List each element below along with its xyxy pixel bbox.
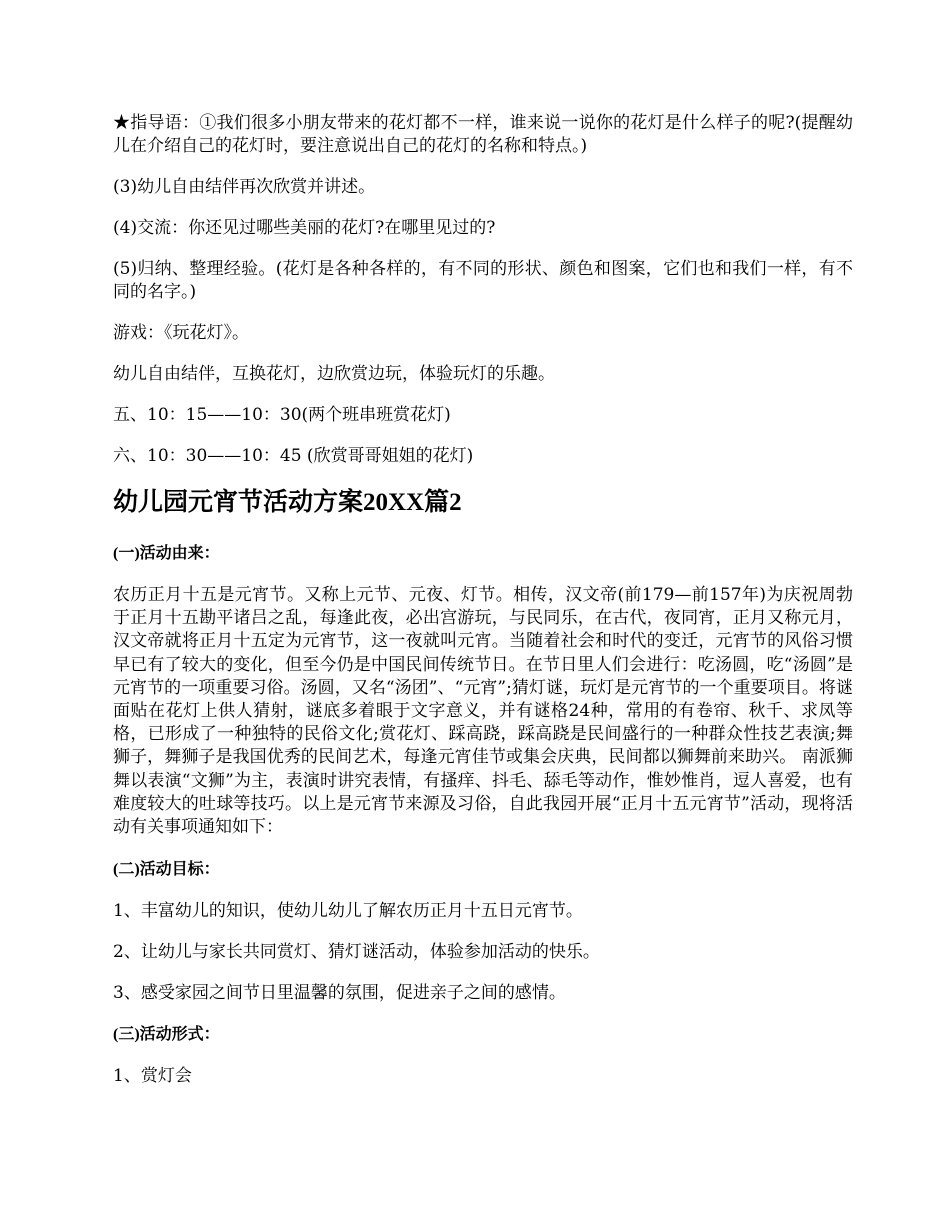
goals-heading: (二)活动目标： [113,861,220,879]
game-description-paragraph: 幼儿自由结伴，互换花灯，边欣赏边玩，体验玩灯的乐趣。 [113,364,555,384]
game-title-paragraph: 游戏：《玩花灯》。 [113,323,249,343]
forms-heading: (三)活动形式： [113,1026,220,1044]
document-page [113,112,853,1106]
goal-item: 1、丰富幼儿的知识，使幼儿幼儿了解农历正月十五日元宵节。 [113,901,583,922]
goal-item: 2、让幼儿与家长共同赏灯、猜灯谜活动，体验参加活动的快乐。 [113,942,600,963]
goal-item: 3、感受家园之间节日里温馨的氛围，促进亲子之间的感情。 [113,983,566,1004]
schedule-five-paragraph: 五、10：15——10：30(两个班串班赏花灯) [113,405,451,425]
step-5-paragraph: (5)归纳、整理经验。(花灯是各种各样的，有不同的形状、颜色和图案，它们也和我们一样，有不同的名字。) [113,259,853,302]
step-4-paragraph: (4)交流：你还见过哪些美丽的花灯?在哪里见过的? [113,218,496,238]
schedule-six-paragraph: 六、10：30——10：45 (欣赏哥哥姐姐的花灯) [113,446,474,466]
step-3-paragraph: (3)幼儿自由结伴再次欣赏并讲述。 [113,177,376,197]
guidance-paragraph: ★指导语：①我们很多小朋友带来的花灯都不一样，谁来说一说你的花灯是什么样子的呢?(提醒幼儿在介绍自己的花灯时，要注意说出自己的花灯的名称和特点。) [113,113,853,156]
form-item: 1、赏灯会 [113,1066,192,1087]
origin-heading: (一)活动由来： [113,545,220,562]
origin-body: 农历正月十五是元宵节。又称上元节、元夜、灯节。相传，汉文帝(前179—前157年)为庆祝周勃于正月十五勘平诸吕之乱，每逢此夜，必出宫游玩，与民同乐，在古代，夜同宵，正月又称元月，汉文帝就将正月十五定为元宵节，这一夜就叫元宵。当随着社会和时代的变迁，元宵节的风俗习惯早已有了较大的变化，但至今仍是中国民间传统节日。在节日里人们会进行：吃汤圆，吃“汤圆”是元宵节的一项重要习俗。汤圆，又名“汤团”、“元宵”;猜灯谜，玩灯是元宵节的一个重要项目。将谜面贴在花灯上供人猜射，谜底多着眼于文字意义，并有谜格24种，常用的有卷帘、秋千、求凤等格，已形成了一种独特的民俗文化;赏花灯、踩高跷，踩高跷是民间盛行的一种群众性技艺表演;舞狮子，舞狮子是我国优秀的民间艺术，每逢元宵佳节或集会庆典，民间都以狮舞前来助兴。 南派狮舞以表演“文狮”为主，表演时讲究表情，有搔痒、抖毛、舔毛等动作，惟妙惟肖，逗人喜爱，也有难度较大的吐球等技巧。以上是元宵节来源及习俗，自此我园开展“正月十五元宵节”活动，现将活动有关事项通知如下： [113,585,853,838]
section-title: 幼儿园元宵节活动方案20XX篇2 [113,489,462,516]
